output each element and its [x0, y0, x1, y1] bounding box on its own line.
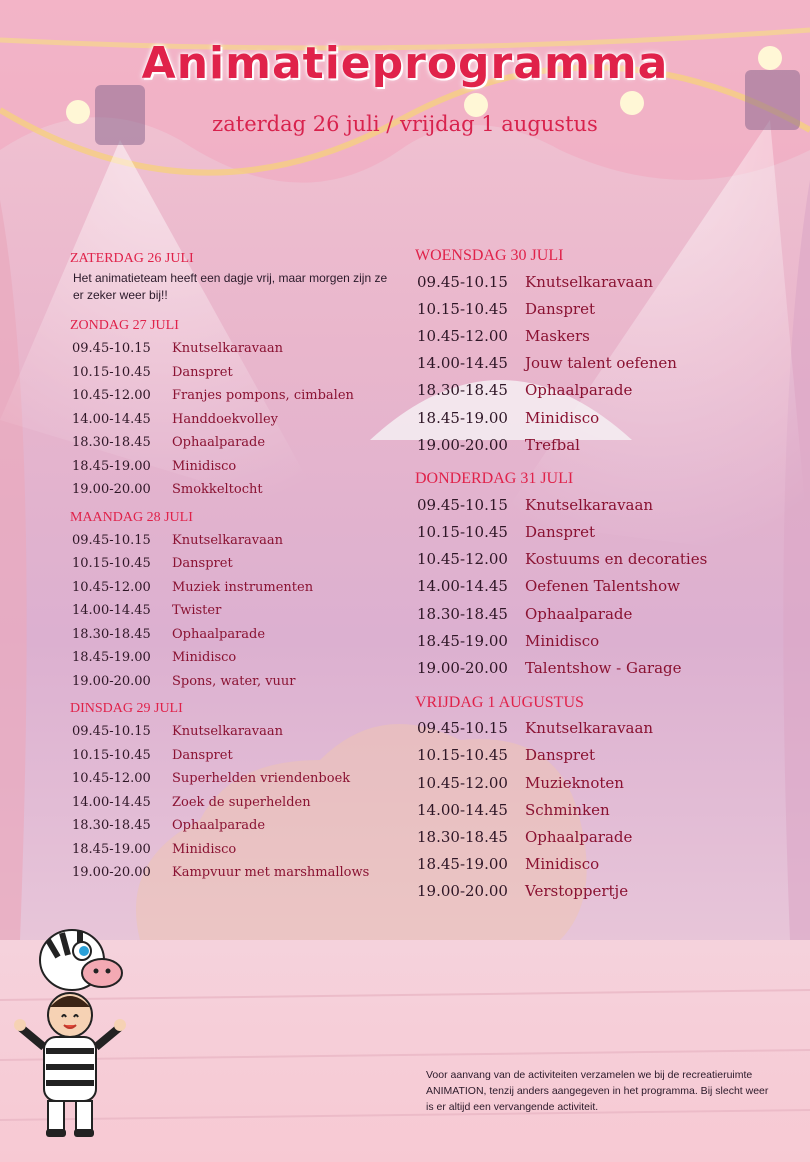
schedule-row: [70, 670, 400, 694]
schedule-row: [70, 791, 400, 815]
day-heading: DONDERDAG 31 JULI: [415, 470, 574, 488]
schedule-row: [415, 715, 745, 742]
schedule-row: [415, 823, 745, 850]
schedule-row: [415, 742, 745, 769]
schedule-row: [415, 546, 745, 573]
activity-name: Talentshow - Garage: [525, 659, 682, 678]
time-slot: 10.45-12.00: [417, 550, 508, 569]
schedule-row: [415, 295, 745, 322]
time-slot: 10.15-10.45: [72, 747, 151, 763]
time-slot: 10.45-12.00: [417, 773, 508, 792]
time-slot: 18.45-19.00: [417, 631, 508, 650]
footer-note: Voor aanvang van de activiteiten verzamelen we bij de recreatieruimte ANIMATION, tenzij anders aangegeven in het programma. Bij slecht weer is er altijd een vervangende activiteit.: [426, 1069, 769, 1113]
schedule-row: [415, 322, 745, 349]
activity-name: Knutselkaravaan: [525, 719, 654, 738]
activity-name: Danspret: [525, 746, 596, 765]
day-heading: MAANDAG 28 JULI: [70, 509, 193, 525]
activity-name: Handdoekvolley: [172, 411, 279, 427]
schedule-row: [70, 599, 400, 623]
time-slot: 18.45-19.00: [72, 841, 151, 857]
time-slot: 18.45-19.00: [72, 458, 151, 474]
day-note: Het animatieteam heeft een dagje vrij, maar morgen zijn ze er zeker weer bij!!: [73, 271, 388, 302]
schedule-left-column: [70, 247, 400, 885]
schedule-row: [70, 529, 400, 553]
time-slot: 09.45-10.15: [72, 341, 151, 357]
time-slot: 19.00-20.00: [417, 435, 508, 454]
time-slot: 18.45-19.00: [417, 855, 508, 874]
activity-name: Ophaalparade: [172, 435, 266, 451]
day-heading: WOENSDAG 30 JULI: [415, 247, 564, 264]
schedule-row: [70, 552, 400, 576]
day-section: [70, 510, 400, 694]
day-heading: ZATERDAG 26 JULI: [70, 251, 194, 266]
page-subtitle: zaterdag 26 juli / vrijdag 1 augustus: [212, 112, 598, 136]
day-section: [415, 694, 745, 905]
activity-name: Twister: [172, 603, 222, 619]
activity-name: Trefbal: [525, 435, 580, 454]
day-section: [70, 318, 400, 502]
time-slot: 10.45-12.00: [417, 326, 508, 345]
time-slot: 09.45-10.15: [72, 724, 151, 740]
day-section: [415, 470, 745, 681]
activity-name: Spons, water, vuur: [172, 673, 296, 689]
schedule-row: [415, 851, 745, 878]
schedule-right-column: [415, 247, 745, 905]
schedule-row: [70, 478, 400, 502]
day-heading: DINSDAG 29 JULI: [70, 701, 183, 716]
activity-name: Ophaalparade: [525, 604, 633, 623]
time-slot: 18.30-18.45: [417, 827, 508, 846]
schedule-row: [70, 646, 400, 670]
activity-name: Danspret: [172, 364, 233, 380]
schedule-row: [415, 654, 745, 681]
time-slot: 14.00-14.45: [72, 411, 151, 427]
schedule-row: [415, 600, 745, 627]
time-slot: 14.00-14.45: [72, 794, 151, 810]
time-slot: 19.00-20.00: [417, 882, 508, 901]
activity-name: Oefenen Talentshow: [525, 577, 680, 596]
time-slot: 10.15-10.45: [72, 364, 151, 380]
time-slot: 18.30-18.45: [417, 604, 508, 623]
schedule-row: [70, 337, 400, 361]
activity-name: Knutselkaravaan: [525, 495, 654, 514]
schedule-row: [70, 455, 400, 479]
time-slot: 10.45-12.00: [72, 771, 151, 787]
schedule-row: [70, 361, 400, 385]
schedule-row: [415, 491, 745, 518]
zebra-mascot-illustration: [10, 915, 130, 1145]
schedule-row: [415, 573, 745, 600]
schedule-row: [70, 861, 400, 885]
time-slot: 18.30-18.45: [72, 435, 151, 451]
activity-name: Ophaalparade: [525, 827, 633, 846]
time-slot: 19.00-20.00: [72, 865, 151, 881]
time-slot: 18.30-18.45: [72, 818, 151, 834]
schedule-row: [415, 377, 745, 404]
activity-name: Minidisco: [525, 631, 600, 650]
activity-name: Maskers: [525, 326, 590, 345]
activity-name: Zoek de superhelden: [172, 794, 311, 810]
schedule-row: [70, 408, 400, 432]
activity-name: Ophaalparade: [172, 626, 266, 642]
time-slot: 09.45-10.15: [417, 719, 508, 738]
activity-name: Superhelden vriendenboek: [172, 771, 351, 787]
schedule-row: [70, 623, 400, 647]
time-slot: 14.00-14.45: [417, 354, 508, 373]
time-slot: 09.45-10.15: [417, 272, 508, 291]
activity-name: Verstoppertje: [525, 882, 629, 901]
activity-name: Knutselkaravaan: [525, 272, 654, 291]
time-slot: 18.45-19.00: [72, 650, 151, 666]
time-slot: 14.00-14.45: [417, 800, 508, 819]
time-slot: 14.00-14.45: [417, 577, 508, 596]
day-heading: VRIJDAG 1 AUGUSTUS: [415, 693, 584, 711]
schedule-row: [70, 744, 400, 768]
schedule-row: [415, 878, 745, 905]
time-slot: 10.15-10.45: [417, 523, 508, 542]
activity-name: Ophaalparade: [525, 381, 633, 400]
schedule-row: [70, 720, 400, 744]
activity-name: Danspret: [525, 299, 596, 318]
activity-name: Danspret: [172, 747, 233, 763]
time-slot: 18.30-18.45: [417, 381, 508, 400]
activity-name: Minidisco: [172, 650, 237, 666]
activity-name: Smokkeltocht: [172, 482, 263, 498]
time-slot: 14.00-14.45: [72, 603, 151, 619]
schedule-row: [415, 268, 745, 295]
schedule-row: [70, 838, 400, 862]
time-slot: 19.00-20.00: [72, 482, 151, 498]
activity-name: Franjes pompons, cimbalen: [172, 388, 354, 404]
schedule-row: [70, 767, 400, 791]
time-slot: 10.45-12.00: [72, 388, 151, 404]
time-slot: 18.30-18.45: [72, 626, 151, 642]
time-slot: 10.15-10.45: [72, 556, 151, 572]
activity-name: Minidisco: [525, 855, 600, 874]
page-title: Animatieprogramma: [141, 38, 669, 89]
time-slot: 19.00-20.00: [72, 673, 151, 689]
schedule-row: [415, 627, 745, 654]
day-section: [415, 247, 745, 458]
activity-name: Danspret: [525, 523, 596, 542]
activity-name: Knutselkaravaan: [172, 341, 284, 357]
activity-name: Muzieknoten: [525, 773, 624, 792]
schedule-row: [70, 431, 400, 455]
time-slot: 10.45-12.00: [72, 579, 151, 595]
schedule-row: [415, 519, 745, 546]
activity-name: Kampvuur met marshmallows: [172, 865, 370, 881]
schedule-row: [70, 814, 400, 838]
time-slot: 09.45-10.15: [417, 495, 508, 514]
activity-name: Minidisco: [172, 458, 237, 474]
schedule-row: [415, 796, 745, 823]
time-slot: 19.00-20.00: [417, 659, 508, 678]
activity-name: Minidisco: [525, 408, 600, 427]
schedule-row: [415, 350, 745, 377]
time-slot: 09.45-10.15: [72, 532, 151, 548]
activity-name: Ophaalparade: [172, 818, 266, 834]
day-heading: ZONDAG 27 JULI: [70, 318, 179, 333]
activity-name: Minidisco: [172, 841, 237, 857]
activity-name: Danspret: [172, 556, 233, 572]
activity-name: Knutselkaravaan: [172, 532, 284, 548]
time-slot: 10.15-10.45: [417, 746, 508, 765]
schedule-row: [415, 431, 745, 458]
schedule-row: [415, 769, 745, 796]
schedule-row: [70, 576, 400, 600]
schedule-row: [70, 384, 400, 408]
day-section: [70, 701, 400, 885]
day-section: [70, 251, 400, 304]
activity-name: Kostuums en decoraties: [525, 550, 708, 569]
activity-name: Knutselkaravaan: [172, 724, 284, 740]
schedule-row: [415, 404, 745, 431]
time-slot: 18.45-19.00: [417, 408, 508, 427]
activity-name: Jouw talent oefenen: [525, 354, 677, 373]
activity-name: Schminken: [525, 800, 610, 819]
time-slot: 10.15-10.45: [417, 299, 508, 318]
activity-name: Muziek instrumenten: [172, 579, 314, 595]
